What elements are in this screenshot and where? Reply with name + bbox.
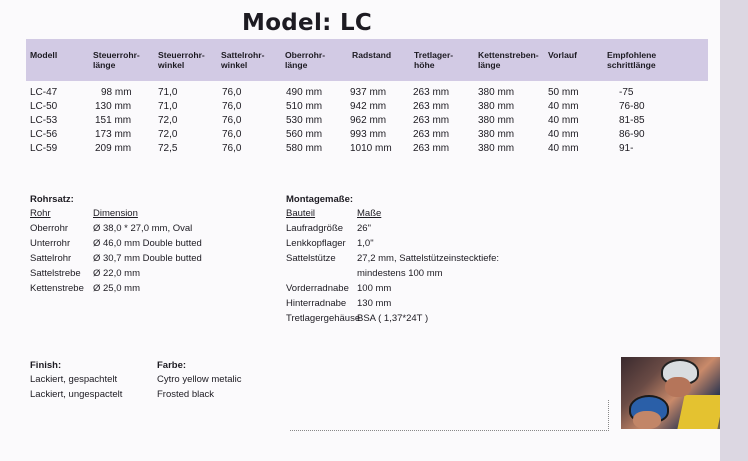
header-oberrohrlaenge: Oberrohr- länge xyxy=(285,50,326,70)
cell-oberrohrlaenge: 490 mm xyxy=(286,87,323,98)
list-item-value: 100 mm xyxy=(357,283,392,294)
cell-sattelrohrwinkel: 76,0 xyxy=(222,101,242,112)
list-item: Kettenstrebe xyxy=(30,283,84,294)
table-header xyxy=(26,39,708,81)
list-item: Sattelstrebe xyxy=(30,268,81,279)
dotted-frame xyxy=(290,400,609,431)
header-modell: Modell xyxy=(30,50,58,60)
table-row xyxy=(0,101,720,115)
finish-item: Lackiert, gespachtelt xyxy=(30,374,118,385)
cell-schrittlaenge: -75 xyxy=(619,87,634,98)
list-item: Hinterradnabe xyxy=(286,298,347,309)
montage-title: Montagemaße: xyxy=(286,194,354,205)
list-item: Lenkkopflager xyxy=(286,238,346,249)
cell-steuerrohrlaenge: 98 mm xyxy=(101,87,132,98)
list-item: Sattelrohr xyxy=(30,253,72,264)
finish-title: Finish: xyxy=(30,360,62,371)
cell-steuerrohrwinkel: 72,0 xyxy=(158,115,178,126)
header-kettenstrebenlaenge: Kettenstreben- länge xyxy=(478,50,539,70)
list-item: Tretlagergehäuse xyxy=(286,313,361,324)
montage-col-masse: Maße xyxy=(357,208,382,219)
cell-steuerrohrwinkel: 71,0 xyxy=(158,101,178,112)
list-item-value: 26" xyxy=(357,223,371,234)
cell-steuerrohrwinkel: 71,0 xyxy=(158,87,178,98)
cell-sattelrohrwinkel: 76,0 xyxy=(222,129,242,140)
page-edge xyxy=(720,0,748,461)
list-item-value: Ø 38,0 * 27,0 mm, Oval xyxy=(93,223,193,234)
face-shape xyxy=(665,377,691,397)
list-item-value: Ø 22,0 mm xyxy=(93,268,140,279)
cell-oberrohrlaenge: 580 mm xyxy=(286,143,323,154)
cell-oberrohrlaenge: 560 mm xyxy=(286,129,323,140)
cell-steuerrohrlaenge: 151 mm xyxy=(95,115,132,126)
cell-schrittlaenge: 91- xyxy=(619,143,634,154)
cell-kettenstrebenlaenge: 380 mm xyxy=(478,143,515,154)
cell-vorlauf: 40 mm xyxy=(548,129,579,140)
jersey-shape xyxy=(677,395,720,429)
list-item-value: BSA ( 1,37*24T ) xyxy=(357,313,429,324)
cell-tretlagerhoehe: 263 mm xyxy=(413,101,450,112)
rohrsatz-title: Rohrsatz: xyxy=(30,194,74,205)
header-schrittlaenge: Empfohlene schrittlänge xyxy=(607,50,657,70)
table-row xyxy=(0,143,720,157)
cell-schrittlaenge: 76-80 xyxy=(619,101,645,112)
list-item-value: 27,2 mm, Sattelstützeinstecktiefe: xyxy=(357,253,500,264)
cell-vorlauf: 40 mm xyxy=(548,101,579,112)
list-item-value: Ø 25,0 mm xyxy=(93,283,140,294)
cell-kettenstrebenlaenge: 380 mm xyxy=(478,87,515,98)
farbe-item: Cytro yellow metalic xyxy=(157,374,242,385)
header-vorlauf: Vorlauf xyxy=(548,50,577,60)
cell-steuerrohrwinkel: 72,0 xyxy=(158,129,178,140)
cell-schrittlaenge: 86-90 xyxy=(619,129,645,140)
list-item: Oberrohr xyxy=(30,223,69,234)
list-item-value: mindestens 100 mm xyxy=(357,268,443,279)
cell-sattelrohrwinkel: 76,0 xyxy=(222,143,242,154)
cell-sattelrohrwinkel: 76,0 xyxy=(222,115,242,126)
cell-modell: LC-56 xyxy=(30,129,58,140)
farbe-title: Farbe: xyxy=(157,360,187,371)
cell-kettenstrebenlaenge: 380 mm xyxy=(478,115,515,126)
cell-oberrohrlaenge: 510 mm xyxy=(286,101,323,112)
cell-modell: LC-47 xyxy=(30,87,58,98)
cell-steuerrohrlaenge: 209 mm xyxy=(95,143,132,154)
list-item-value: 1,0" xyxy=(357,238,374,249)
cell-modell: LC-59 xyxy=(30,143,58,154)
cell-vorlauf: 40 mm xyxy=(548,115,579,126)
cell-tretlagerhoehe: 263 mm xyxy=(413,87,450,98)
cell-steuerrohrlaenge: 130 mm xyxy=(95,101,132,112)
list-item-value: Ø 30,7 mm Double butted xyxy=(93,253,202,264)
cell-tretlagerhoehe: 263 mm xyxy=(413,129,450,140)
cell-modell: LC-50 xyxy=(30,101,58,112)
table-row xyxy=(0,87,720,101)
cell-kettenstrebenlaenge: 380 mm xyxy=(478,129,515,140)
montage-col-bauteil: Bauteil xyxy=(286,208,316,219)
cell-radstand: 937 mm xyxy=(350,87,387,98)
list-item: Sattelstütze xyxy=(286,253,336,264)
header-tretlagerhoehe: Tretlager- höhe xyxy=(414,50,454,70)
cell-radstand: 1010 mm xyxy=(350,143,392,154)
cell-radstand: 942 mm xyxy=(350,101,387,112)
finish-item: Lackiert, ungespactelt xyxy=(30,389,123,400)
page-title: Model: LC xyxy=(242,10,373,36)
farbe-item: Frosted black xyxy=(157,389,215,400)
list-item-value: Ø 46,0 mm Double butted xyxy=(93,238,202,249)
rohrsatz-col-dimension: Dimension xyxy=(93,208,138,219)
header-steuerrohrlaenge: Steuerrohr- länge xyxy=(93,50,140,70)
cell-tretlagerhoehe: 263 mm xyxy=(413,115,450,126)
list-item: Unterrohr xyxy=(30,238,71,249)
list-item-value: 130 mm xyxy=(357,298,392,309)
cell-modell: LC-53 xyxy=(30,115,58,126)
cell-steuerrohrwinkel: 72,5 xyxy=(158,143,178,154)
list-item: Laufradgröße xyxy=(286,223,344,234)
cell-vorlauf: 50 mm xyxy=(548,87,579,98)
list-item: Vorderradnabe xyxy=(286,283,349,294)
cyclists-photo xyxy=(621,357,720,429)
cell-radstand: 962 mm xyxy=(350,115,387,126)
cell-sattelrohrwinkel: 76,0 xyxy=(222,87,242,98)
cell-radstand: 993 mm xyxy=(350,129,387,140)
header-sattelrohrwinkel: Sattelrohr- winkel xyxy=(221,50,265,70)
cell-oberrohrlaenge: 530 mm xyxy=(286,115,323,126)
table-row xyxy=(0,115,720,129)
face-shape xyxy=(633,411,661,429)
cell-schrittlaenge: 81-85 xyxy=(619,115,645,126)
table-row xyxy=(0,129,720,143)
header-radstand: Radstand xyxy=(352,50,392,60)
rohrsatz-col-rohr: Rohr xyxy=(30,208,51,219)
cell-vorlauf: 40 mm xyxy=(548,143,579,154)
cell-kettenstrebenlaenge: 380 mm xyxy=(478,101,515,112)
header-steuerrohrwinkel: Steuerrohr- winkel xyxy=(158,50,205,70)
cell-tretlagerhoehe: 263 mm xyxy=(413,143,450,154)
cell-steuerrohrlaenge: 173 mm xyxy=(95,129,132,140)
